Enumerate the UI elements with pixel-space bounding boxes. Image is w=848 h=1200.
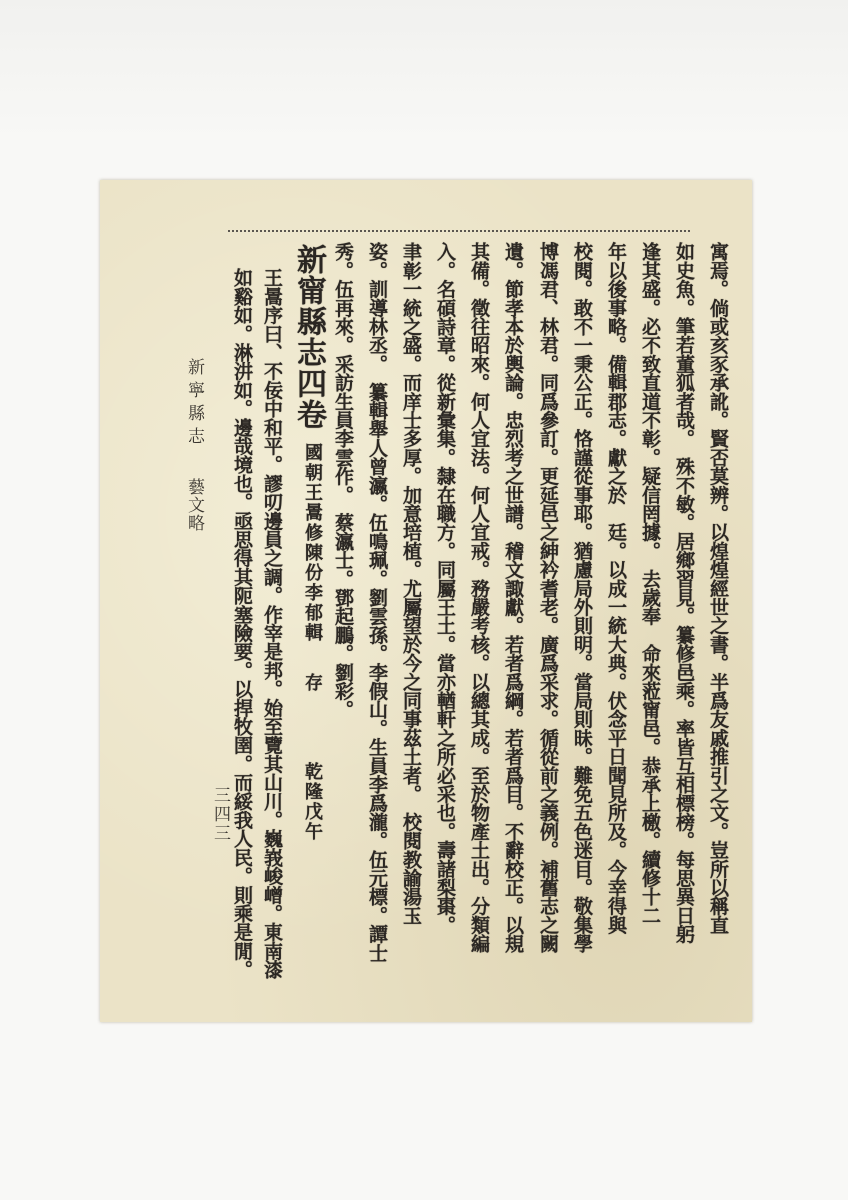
text-column: 如史魚。筆若董狐者哉。 殊不敏。居鄉習見。纂修邑乘。率皆互相標榜。每思異日躬 [673, 242, 695, 944]
margin-book-title: 新寧縣志 [184, 358, 204, 450]
text-column: 姿。訓導林丞。 纂輯舉人曾瀛。伍鳴珮。劉雲孫。李假山。生員李爲瀧。伍元標。譚士 [366, 242, 388, 962]
preface-column: 如谿如。淋汫如。邊哉境也。亟思得其阨塞險要。以捍牧圉。而綏我人民。則乘是閒。 [231, 268, 253, 979]
text-column: 聿彰一統之盛。而庠士多厚。加意培植。尤屬望於今之同事茲土者。 校閱教諭湯玉 [400, 242, 422, 925]
text-column: 寓焉。倘或亥豕承訛。賢否莫辨。以煌煌經世之書。半爲友戚推引之文。豈所以稱直 [707, 242, 729, 934]
text-column: 校閱。敢不一秉公正。恪謹從事耶。猶慮局外則明。當局則昧。難免五色迷目。敬集學 [571, 242, 593, 953]
text-column: 博馮君、林君。同爲參訂。更延邑之紳衿耆老。廣爲采求。循從前之義例。補舊志之闕 [537, 242, 559, 953]
preface-column: 王暠序曰、不佞中和平。謬叨邊員之調。作宰是邦。始至覽其山川。巍峩峻嶒。東南漆 [261, 268, 283, 979]
entry-status: 存 [302, 673, 323, 691]
entry-compilers: 國朝王暠修陳份李郁輯 [302, 443, 323, 643]
margin-section-title: 藝文略 [184, 478, 204, 532]
text-column: 逢其盛。必不致直道不彰。疑信罔據。 去歲奉 命來蒞甯邑。恭承上檄。續修十二 [639, 242, 661, 925]
text-column: 秀。伍再來。采訪生員李雲作。 蔡瀛士。鄧起鵬。劉彩。 [332, 242, 354, 719]
entry-title: 新甯縣志四卷 [291, 244, 326, 430]
entry-date: 乾隆戊午 [302, 762, 323, 842]
page-number: 三四三 [210, 786, 230, 843]
top-dotted-rule [228, 230, 690, 232]
text-column: 其備。徵往昭來。何人宜法。何人宜戒。務嚴考核。以總其成。至於物產土出。分類編 [468, 242, 490, 953]
text-column: 遺。節孝本於輿論。忠烈考之世譜。稽文諏獻。若者爲綱。若者爲目。不辭校正。以規 [502, 242, 524, 953]
text-column: 入。名碩詩章。從新彙集。隸在職方。同屬王土。當亦輶軒之所必采也。壽諸梨棗。 [434, 242, 456, 934]
text-column: 年以後事略。備輯郡志。獻之於 廷。以成一統大典。伏念平日聞見所及。今幸得與 [605, 242, 627, 934]
